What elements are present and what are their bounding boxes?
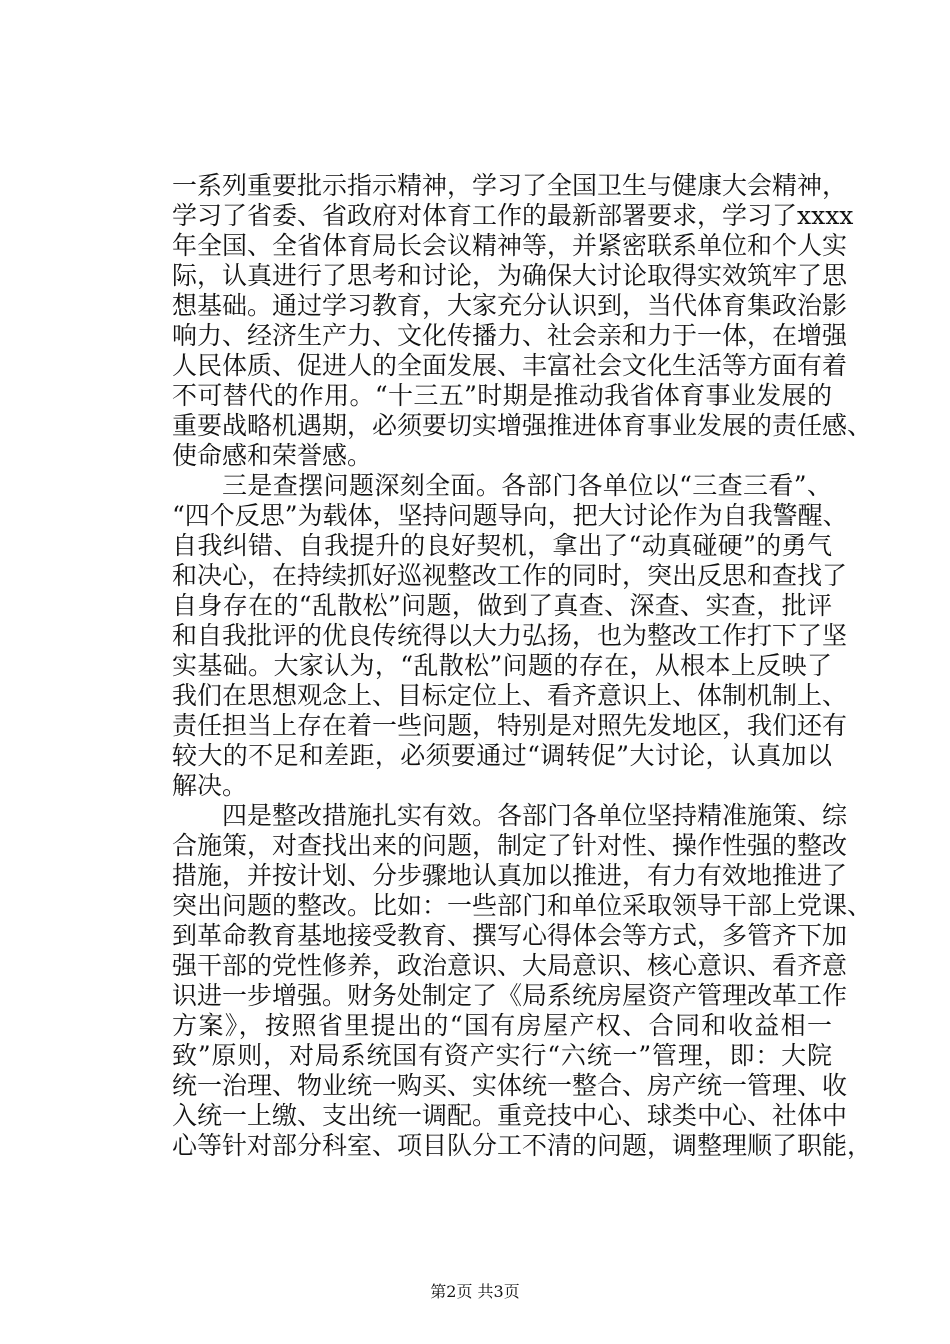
text-line: 四是整改措施扎实有效。各部门各单位坚持精准施策、综 [222, 801, 848, 830]
text-line: 不可替代的作用。“十三五”时期是推动我省体育事业发展的 [172, 381, 832, 410]
text-line: 人民体质、促进人的全面发展、丰富社会文化生活等方面有着 [172, 351, 848, 380]
paragraph-1 [172, 171, 873, 471]
text-line: 使命感和荣誉感。 [172, 441, 373, 470]
text-line: 强干部的党性修养，政治意识、大局意识、核心意识、看齐意 [172, 951, 848, 980]
text-line: 责任担当上存在着一些问题，特别是对照先发地区，我们还有 [172, 711, 848, 740]
text-line: 措施，并按计划、分步骤地认真加以推进，有力有效地推进了 [172, 861, 848, 890]
text-line: 突出问题的整改。比如：一些部门和单位采取领导干部上党课、 [172, 891, 873, 920]
text-line: 际，认真进行了思考和讨论，为确保大讨论取得实效筑牢了思 [172, 261, 848, 290]
text-line: 实基础。大家认为，“乱散松”问题的存在，从根本上反映了 [172, 651, 832, 680]
text-line: 一系列重要批示指示精神，学习了全国卫生与健康大会精神， [172, 171, 848, 200]
text-line: 响力、经济生产力、文化传播力、社会亲和力于一体，在增强 [172, 321, 848, 350]
text-line: 到革命教育基地接受教育、撰写心得体会等方式，多管齐下加 [172, 921, 848, 950]
text-line: 自我纠错、自我提升的良好契机，拿出了“动真碰硬”的勇气 [172, 531, 832, 560]
text-line: 想基础。通过学习教育，大家充分认识到，当代体育集政治影 [172, 291, 848, 320]
page-footer [0, 1282, 950, 1302]
text-line: 和决心，在持续抓好巡视整改工作的同时，突出反思和查找了 [172, 561, 848, 590]
text-line: 较大的不足和差距，必须要通过“调转促”大讨论，认真加以 [172, 741, 832, 770]
text-line: 心等针对部分科室、项目队分工不清的问题，调整理顺了职能， [172, 1131, 873, 1160]
text-line: “四个反思”为载体，坚持问题导向，把大讨论作为自我警醒、 [172, 501, 848, 530]
text-line: 自身存在的“乱散松”问题，做到了真查、深查、实查，批评 [172, 591, 832, 620]
text-line: 识进一步增强。财务处制定了《局系统房屋资产管理改革工作 [172, 981, 848, 1010]
text-line: 重要战略机遇期，必须要切实增强推进体育事业发展的责任感、 [172, 411, 873, 440]
text-line: 三是查摆问题深刻全面。各部门各单位以“三查三看”、 [222, 471, 832, 500]
paragraph-3 [172, 801, 873, 1161]
text-line: 我们在思想观念上、目标定位上、看齐意识上、体制机制上、 [172, 681, 848, 710]
text-line: 和自我批评的优良传统得以大力弘扬，也为整改工作打下了坚 [172, 621, 848, 650]
text-line: 年全国、全省体育局长会议精神等，并紧密联系单位和个人实 [172, 231, 848, 260]
paragraph-2 [172, 471, 848, 801]
text-line: 入统一上缴、支出统一调配。重竞技中心、球类中心、社体中 [172, 1101, 848, 1130]
text-line: 方案》，按照省里提出的“国有房屋产权、合同和收益相一 [172, 1011, 832, 1040]
page-number-label: 第2页 共3页 [430, 1282, 520, 1301]
text-line: 致”原则，对局系统国有资产实行“六统一”管理，即：大院 [172, 1041, 832, 1070]
text-line: 统一治理、物业统一购买、实体统一整合、房产统一管理、收 [172, 1071, 848, 1100]
text-line: 解决。 [172, 771, 248, 800]
document-body [172, 171, 873, 1161]
text-line: 学习了省委、省政府对体育工作的最新部署要求，学习了xxxx [172, 201, 854, 230]
text-line: 合施策，对查找出来的问题，制定了针对性、操作性强的整改 [172, 831, 848, 860]
